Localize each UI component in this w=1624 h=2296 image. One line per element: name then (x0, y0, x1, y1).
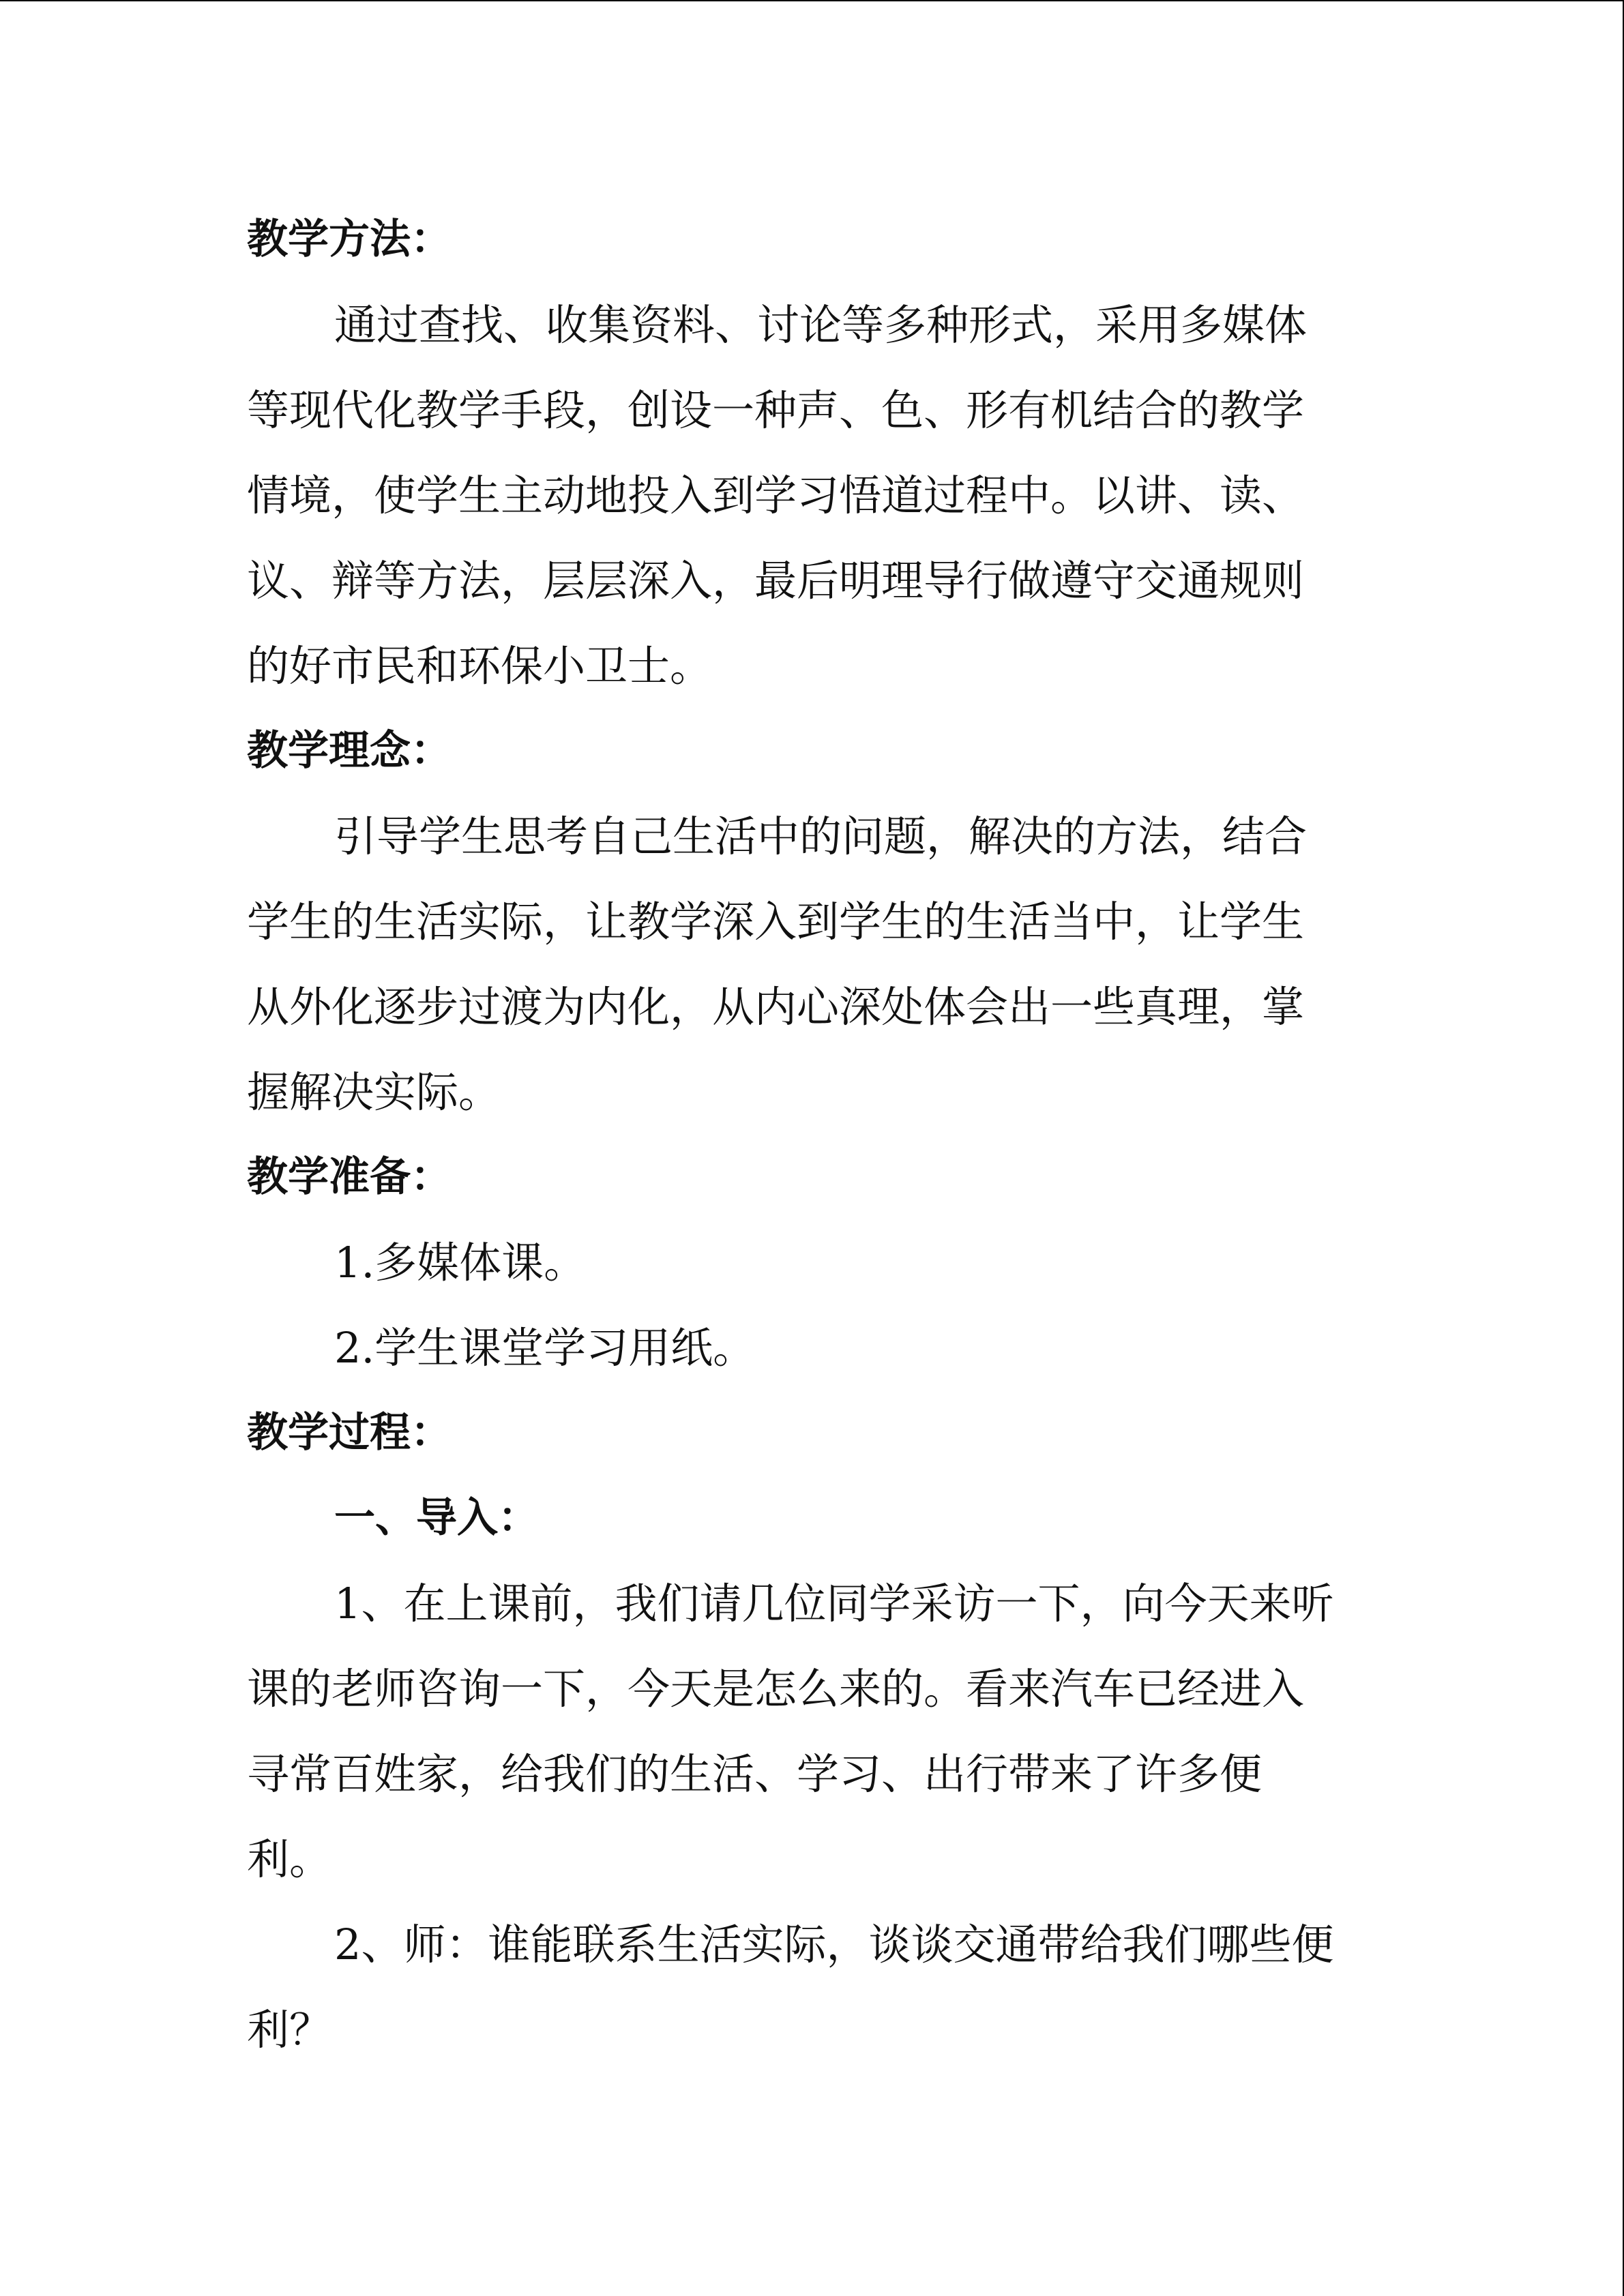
paragraph-line: 握解决实际。 (247, 1067, 501, 1117)
paragraph-line: 利。 (247, 1834, 332, 1884)
paragraph-line: 情境，使学生主动地投入到学习悟道过程中。以讲、读、 (247, 471, 1305, 520)
section-heading-methods: 教学方法： (247, 215, 452, 263)
paragraph-line: 利？ (247, 2005, 332, 2055)
paragraph-line: 学生的生活实际，让教学深入到学生的生活当中，让学生 (247, 897, 1305, 946)
section-heading-philosophy: 教学理念： (247, 727, 452, 775)
paragraph-line: 通过查找、收集资料、讨论等多种形式，采用多媒体 (334, 300, 1308, 350)
list-item: 2.学生课堂学习用纸。 (334, 1323, 756, 1373)
paragraph-line: 议、辩等方法，层层深入，最后明理导行做遵守交通规则 (247, 556, 1305, 606)
section-heading-preparation: 教学准备： (247, 1153, 452, 1201)
paragraph-line: 2、师：谁能联系生活实际，谈谈交通带给我们哪些便 (334, 1920, 1334, 1969)
paragraph-line: 1、在上课前，我们请几位同学采访一下，向今天来听 (334, 1579, 1334, 1628)
paragraph-line: 课的老师咨询一下，今天是怎么来的。看来汽车已经进入 (247, 1664, 1305, 1714)
paragraph-line: 从外化逐步过渡为内化，从内心深处体会出一些真理，掌 (247, 982, 1305, 1032)
section-heading-process: 教学过程： (247, 1409, 452, 1457)
paragraph-line: 等现代化教学手段，创设一种声、色、形有机结合的教学 (247, 385, 1305, 435)
list-item: 1.多媒体课。 (334, 1238, 587, 1287)
paragraph-line: 的好市民和环保小卫士。 (247, 641, 713, 691)
page-top-border (0, 0, 1624, 1)
subsection-heading-intro: 一、导入： (334, 1494, 539, 1542)
paragraph-line: 引导学生思考自己生活中的问题，解决的方法，结合 (334, 811, 1308, 861)
paragraph-line: 寻常百姓家，给我们的生活、学习、出行带来了许多便 (247, 1749, 1263, 1799)
